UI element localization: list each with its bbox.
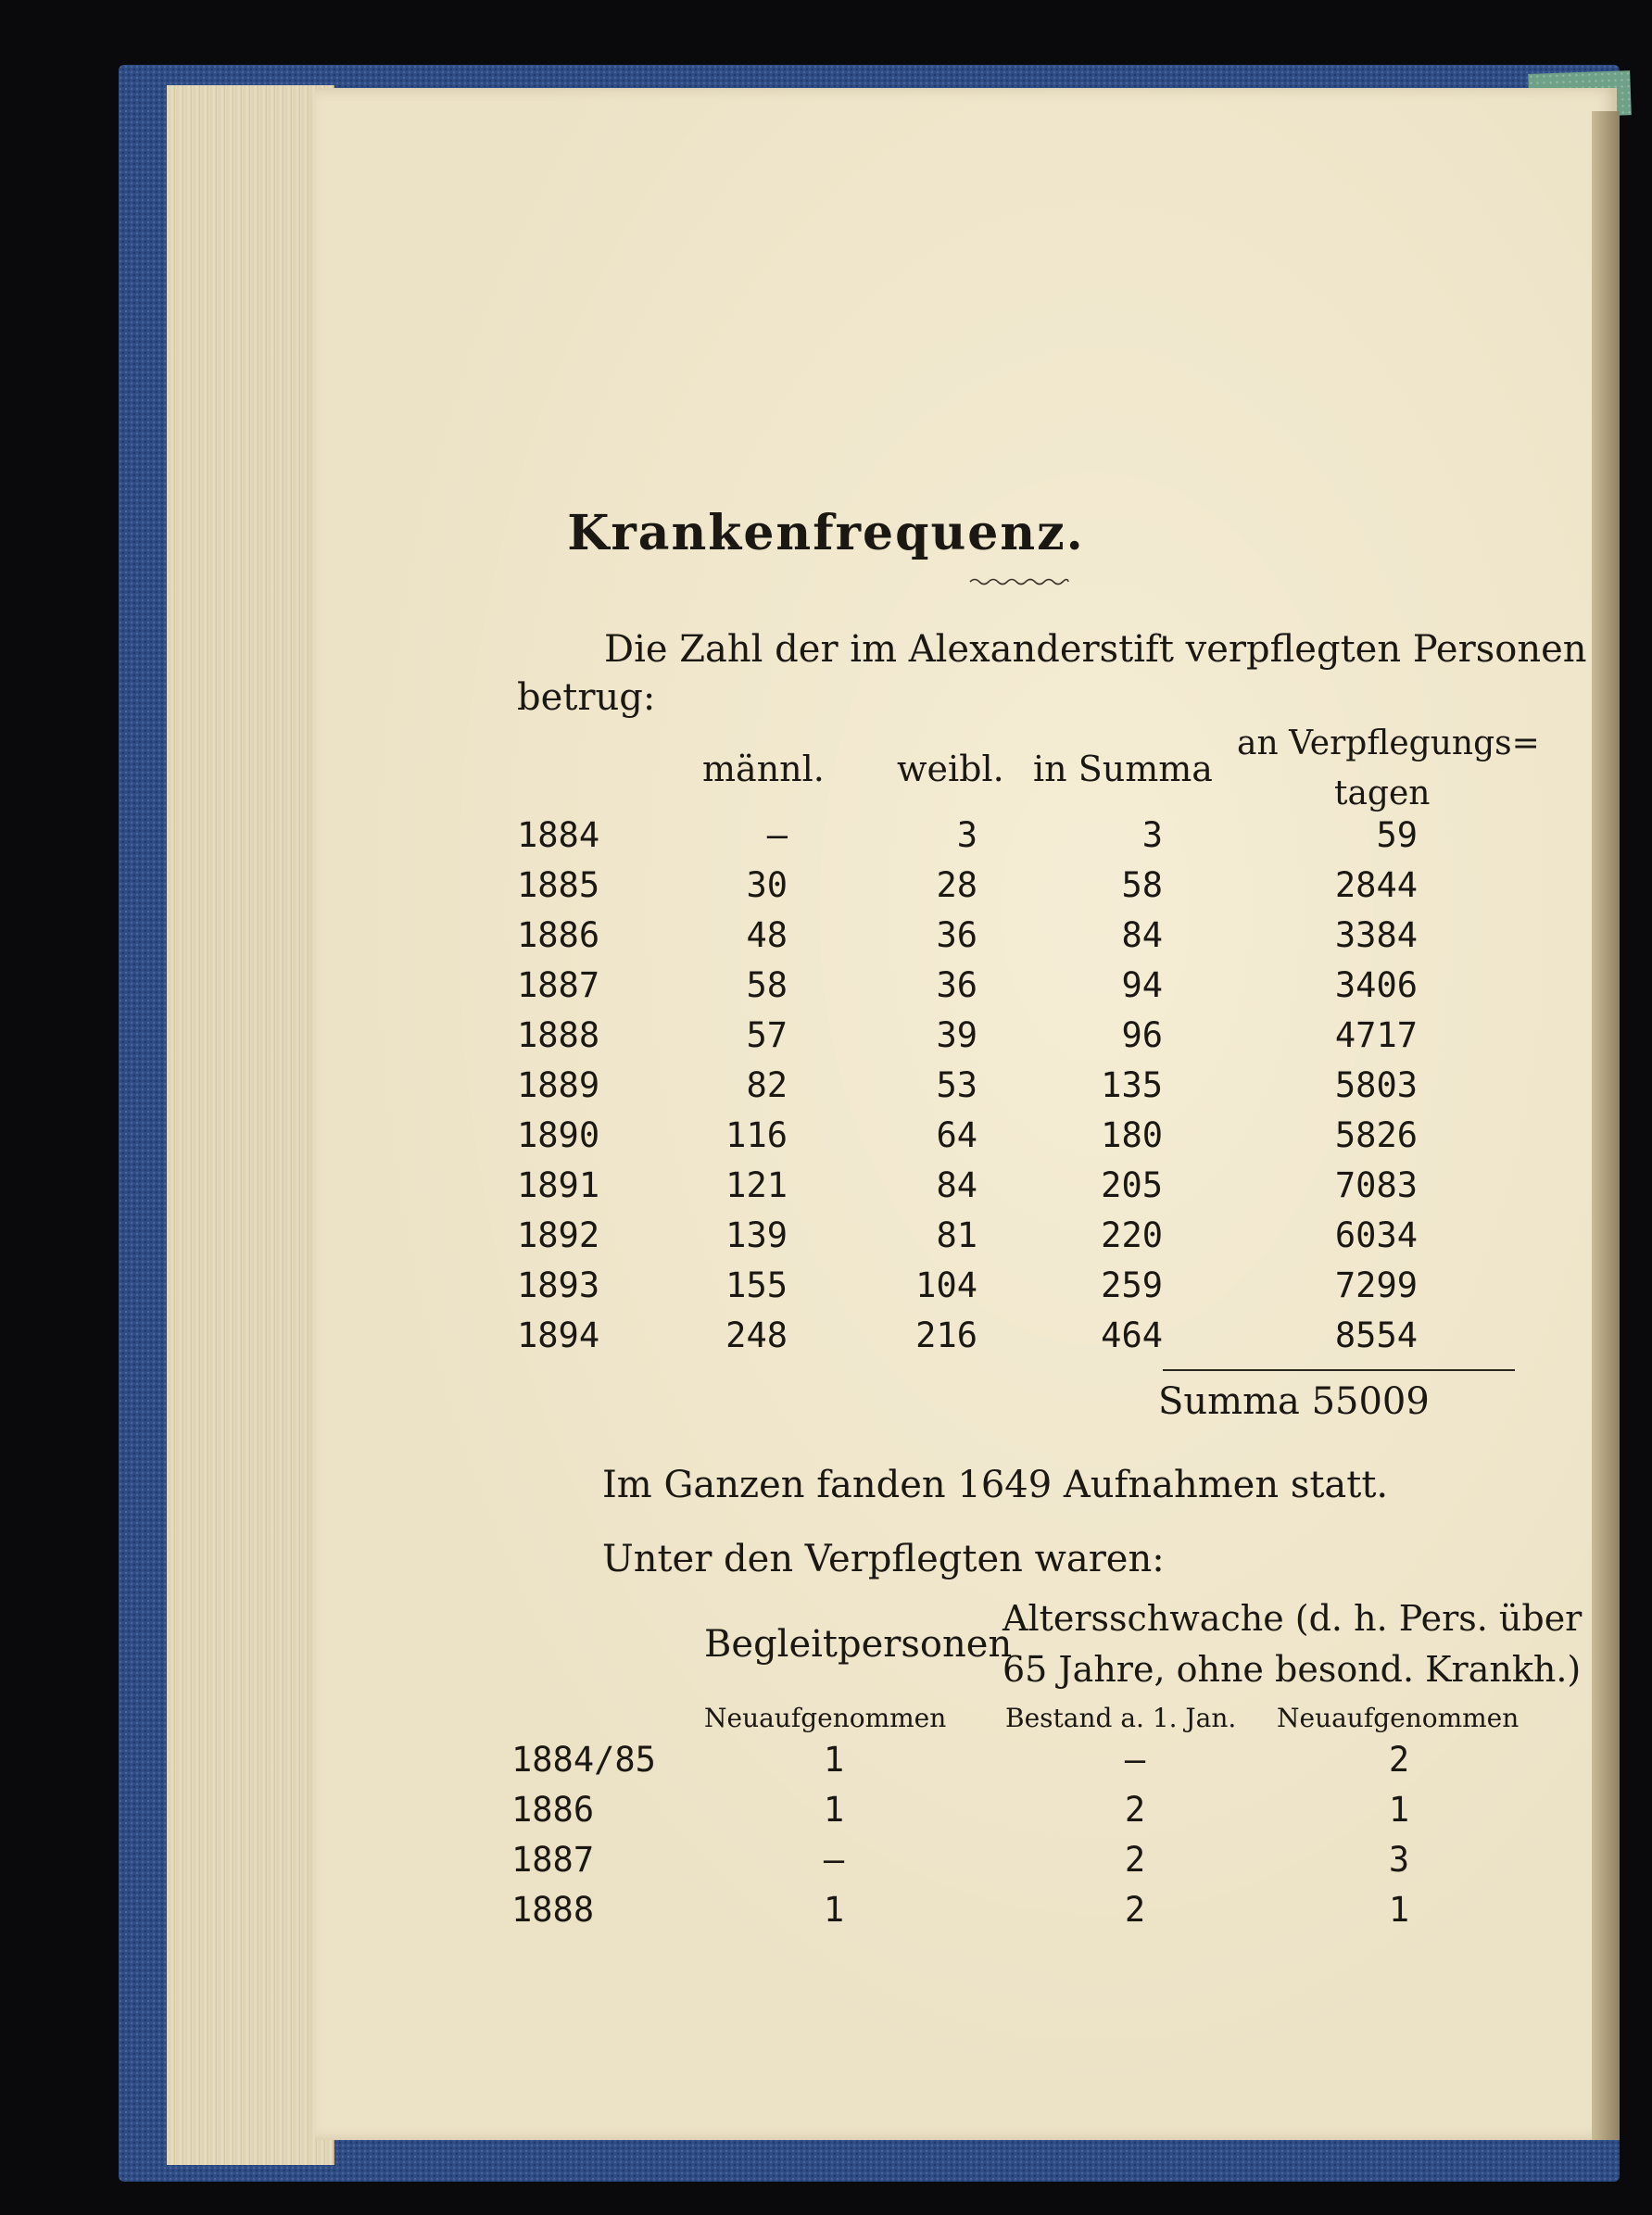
weibl-cell: 36 [936,915,977,955]
summa-cell: 58 [1121,865,1163,905]
summa-cell: 259 [1101,1265,1163,1305]
book-page [315,88,1617,2140]
page-title: Krankenfrequenz. [567,505,1085,561]
tage-cell: 4717 [1334,1015,1418,1055]
summa-cell: 94 [1121,965,1163,1005]
weibl-cell: 216 [915,1315,977,1355]
year-cell: 1893 [517,1265,600,1305]
subheader-bestand: Bestand a. 1. Jan. [1005,1703,1237,1733]
intro-line-1: Die Zahl der im Alexanderstift verpflegten Personen [604,628,1587,671]
page-edges [167,85,334,2165]
year-cell: 1887 [511,1840,595,1880]
summa-cell: 220 [1101,1215,1163,1255]
year-cell: 1886 [511,1790,595,1830]
summa-cell: 84 [1121,915,1163,955]
total-rule [1163,1369,1515,1371]
header-summa: in Summa [1033,749,1213,789]
header-tage-2: tagen [1334,774,1431,812]
intro-line-2: betrug: [517,676,656,719]
year-cell: 1884/85 [511,1740,656,1780]
tage-cell: 5803 [1334,1065,1418,1105]
maennl-cell: 121 [725,1165,788,1205]
maennl-cell: — [766,815,788,855]
bestand-cell: 2 [1124,1840,1146,1880]
aufnahmen-text: Im Ganzen fanden 1649 Aufnahmen statt. [602,1464,1389,1506]
maennl-cell: 30 [746,865,788,905]
maennl-cell: 248 [725,1315,788,1355]
tage-cell: 5826 [1334,1115,1418,1155]
bestand-cell: 2 [1124,1890,1146,1930]
neu-cell: 1 [1388,1890,1410,1930]
bestand-cell: 2 [1124,1790,1146,1830]
year-cell: 1891 [517,1165,600,1205]
neu-cell: 1 [1388,1790,1410,1830]
header-begleit: Begleitpersonen [704,1623,1013,1666]
tage-cell: 8554 [1334,1315,1418,1355]
summa-cell: 464 [1101,1315,1163,1355]
header-alters-2: 65 Jahre, ohne besond. Krankh.) [1003,1649,1582,1690]
tage-cell: 2844 [1334,865,1418,905]
weibl-cell: 104 [915,1265,977,1305]
summa-cell: 135 [1101,1065,1163,1105]
weibl-cell: 84 [936,1165,977,1205]
year-cell: 1890 [517,1115,600,1155]
year-cell: 1884 [517,815,600,855]
maennl-cell: 139 [725,1215,788,1255]
begleit-cell: 1 [823,1790,845,1830]
year-cell: 1889 [517,1065,600,1105]
year-cell: 1885 [517,865,600,905]
neu-cell: 3 [1388,1840,1410,1880]
unter-text: Unter den Verpflegten waren: [602,1538,1165,1580]
neu-cell: 2 [1388,1740,1410,1780]
maennl-cell: 82 [746,1065,788,1105]
subheader-neu-2: Neuaufgenommen [1277,1703,1520,1733]
header-alters-1: Altersschwache (d. h. Pers. über [1003,1598,1583,1639]
summa-cell: 96 [1121,1015,1163,1055]
year-cell: 1886 [517,915,600,955]
bestand-cell: — [1124,1740,1146,1780]
tage-cell: 3384 [1334,915,1418,955]
summa-cell: 3 [1141,815,1163,855]
begleit-cell: — [823,1840,845,1880]
weibl-cell: 28 [936,865,977,905]
begleit-cell: 1 [823,1740,845,1780]
year-cell: 1888 [511,1890,595,1930]
year-cell: 1894 [517,1315,600,1355]
weibl-cell: 3 [956,815,977,855]
year-cell: 1892 [517,1215,600,1255]
header-weibl: weibl. [897,749,1004,789]
maennl-cell: 57 [746,1015,788,1055]
header-tage-1: an Verpflegungs= [1237,724,1540,762]
weibl-cell: 36 [936,965,977,1005]
tage-cell: 59 [1376,815,1418,855]
tage-cell: 6034 [1334,1215,1418,1255]
maennl-cell: 48 [746,915,788,955]
begleit-cell: 1 [823,1890,845,1930]
summa-cell: 180 [1101,1115,1163,1155]
tage-cell: 7299 [1334,1265,1418,1305]
maennl-cell: 116 [725,1115,788,1155]
subheader-neu-1: Neuaufgenommen [704,1703,947,1733]
total-summa: Summa 55009 [1158,1380,1430,1423]
tage-cell: 3406 [1334,965,1418,1005]
summa-cell: 205 [1101,1165,1163,1205]
header-maennl: männl. [702,749,825,789]
title-ornament [968,576,1070,587]
maennl-cell: 58 [746,965,788,1005]
maennl-cell: 155 [725,1265,788,1305]
weibl-cell: 53 [936,1065,977,1105]
tage-cell: 7083 [1334,1165,1418,1205]
year-cell: 1888 [517,1015,600,1055]
weibl-cell: 64 [936,1115,977,1155]
weibl-cell: 39 [936,1015,977,1055]
weibl-cell: 81 [936,1215,977,1255]
year-cell: 1887 [517,965,600,1005]
page-gutter [1592,111,1620,2140]
